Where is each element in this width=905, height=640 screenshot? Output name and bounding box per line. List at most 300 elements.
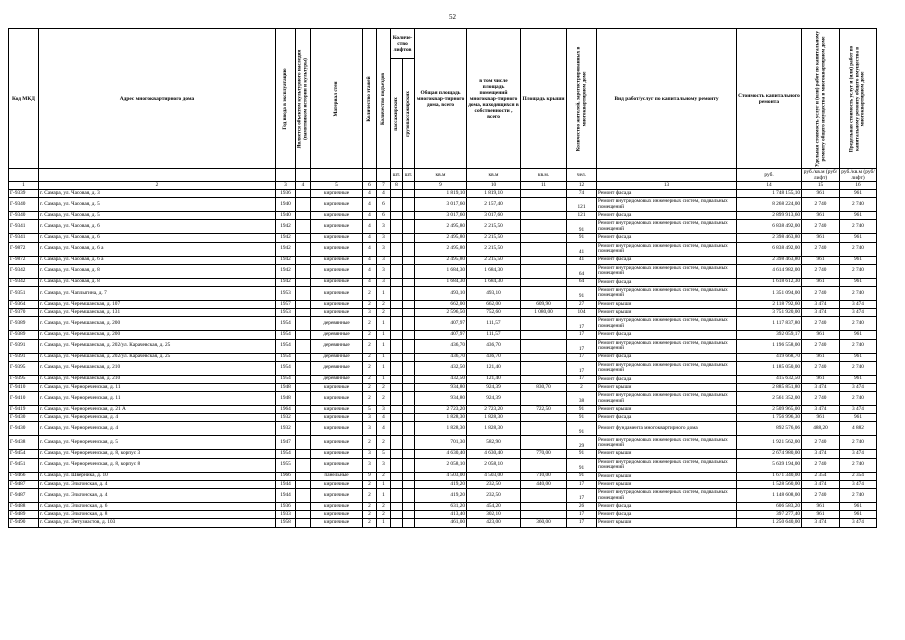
colnum: 12 [567, 182, 597, 190]
row-elev-p [391, 242, 403, 256]
row-residents: 91 [567, 406, 597, 414]
row-work: Ремонт внутридомовых инженерных систем, подвальных помещений [597, 339, 737, 353]
row-year: 1954 [276, 353, 296, 361]
row-total-area: 407,97 [415, 317, 467, 331]
row-roof-area [521, 256, 567, 264]
row-address: г. Самара, ул. Чернореченская, д. 4 [39, 422, 276, 436]
row-work: Ремонт крыши [597, 383, 737, 391]
row-total-area: 3 017,60 [415, 198, 467, 212]
row-work: Ремонт фасада [597, 234, 737, 242]
row-floors: 2 [363, 317, 377, 331]
row-code: Г-9342 [9, 264, 39, 278]
row-elev-f [403, 383, 415, 391]
unit-residents: чел. [567, 169, 597, 182]
row-total-area: 701,30 [415, 436, 467, 450]
row-cost: 1 148 608,00 [737, 489, 802, 503]
row-elev-f [403, 339, 415, 353]
row-floors: 3 [363, 422, 377, 436]
row-code: Г-9340 [9, 198, 39, 212]
row-elev-p [391, 489, 403, 503]
row-max: 2 740 [840, 489, 877, 503]
row-code: Г-9454 [9, 450, 39, 458]
table-row [9, 339, 877, 353]
row-total-area: 407,97 [415, 331, 467, 339]
row-elev-p [391, 256, 403, 264]
row-total-area: 432,50 [415, 361, 467, 375]
unit-incl-area: кв.м [467, 169, 521, 182]
header-max-cost: Предельная стоимость услуг и (или) работ по капитальному ремонту общего имущества в многоквартирном доме [840, 29, 877, 169]
row-walls: кирпичные [311, 300, 363, 308]
row-max: 961 [840, 503, 877, 511]
table-row [9, 286, 877, 300]
row-heritage [296, 190, 311, 198]
row-elev-f [403, 353, 415, 361]
row-cost: 1 351 094,00 [737, 286, 802, 300]
row-incl-area: 423,00 [467, 519, 521, 527]
row-floors: 5 [363, 406, 377, 414]
row-address: г. Самара, ул. Часовая, д. 6 а [39, 242, 276, 256]
row-roof-area: 609,90 [521, 300, 567, 308]
table-row [9, 450, 877, 458]
row-total-area: 934,80 [415, 383, 467, 391]
row-heritage [296, 331, 311, 339]
unit-elev-f: шт. [403, 169, 415, 182]
row-entrances: 2 [377, 383, 391, 391]
row-total-area: 436,70 [415, 339, 467, 353]
row-walls: кирпичные [311, 198, 363, 212]
row-year: 1955 [276, 458, 296, 472]
row-year: 1932 [276, 422, 296, 436]
row-cost: 1 185 050,00 [737, 361, 802, 375]
row-work: Ремонт внутридомовых инженерных систем, подвальных помещений [597, 286, 737, 300]
row-specific: 2 740 [802, 242, 840, 256]
row-specific: 3 474 [802, 519, 840, 527]
row-residents: 17 [567, 353, 597, 361]
row-residents: 38 [567, 392, 597, 406]
table-row [9, 331, 877, 339]
row-entrances: 4 [377, 414, 391, 422]
header-heritage: Является объектом культурного наследия (памятником истории и культуры) [296, 29, 311, 169]
row-residents: 91 [567, 414, 597, 422]
row-max: 3 474 [840, 300, 877, 308]
row-elev-p [391, 472, 403, 480]
row-year: 1953 [276, 286, 296, 300]
colnum: 1 [9, 182, 39, 190]
row-total-area: 1 684,30 [415, 264, 467, 278]
row-floors: 4 [363, 264, 377, 278]
row-work: Ремонт фасада [597, 190, 737, 198]
row-address: г. Самара, ул. Черемшанская, д. 210 [39, 361, 276, 375]
row-elev-f [403, 220, 415, 234]
row-specific: 961 [802, 212, 840, 220]
row-incl-area: 2 215,50 [467, 256, 521, 264]
row-work: Ремонт крыши [597, 300, 737, 308]
row-specific: 2 740 [802, 489, 840, 503]
row-max: 2 740 [840, 458, 877, 472]
table-row [9, 190, 877, 198]
row-residents: 29 [567, 436, 597, 450]
row-max: 961 [840, 256, 877, 264]
row-walls: деревянные [311, 353, 363, 361]
row-entrances: 2 [377, 472, 391, 480]
row-heritage [296, 286, 311, 300]
row-elev-f [403, 331, 415, 339]
row-address: г. Самара, ул. Эльтонская, д. 4 [39, 480, 276, 488]
row-roof-area [521, 317, 567, 331]
row-entrances: 3 [377, 220, 391, 234]
row-code: Г-9389 [9, 317, 39, 331]
row-work: Ремонт крыши [597, 472, 737, 480]
row-max: 3 474 [840, 450, 877, 458]
header-residents: Количество жителей, зарегистрированных в многоквартирном доме [567, 29, 597, 169]
row-entrances: 2 [377, 503, 391, 511]
row-work: Ремонт фасада [597, 256, 737, 264]
row-code: Г-9339 [9, 190, 39, 198]
row-walls: кирпичные [311, 264, 363, 278]
row-code: Г-9451 [9, 458, 39, 472]
colnum: 10 [467, 182, 521, 190]
row-floors: 4 [363, 242, 377, 256]
row-work: Ремонт внутридомовых инженерных систем, подвальных помещений [597, 436, 737, 450]
row-address: г. Самара, ул. Черемшанская, д. 202/ул. Карачевская, д. 25 [39, 339, 276, 353]
row-total-area: 2 495,80 [415, 256, 467, 264]
row-year: 1936 [276, 190, 296, 198]
row-work: Ремонт внутридомовых инженерных систем, подвальных помещений [597, 198, 737, 212]
row-work: Ремонт крыши [597, 309, 737, 317]
row-floors: 4 [363, 212, 377, 220]
row-entrances: 4 [377, 422, 391, 436]
row-entrances: 1 [377, 361, 391, 375]
unit-specific: руб./кв.м (руб/лифт) [802, 169, 840, 182]
row-address: г. Самара, ул. Черемшанская, д. 202/ул. Карачевская, д. 25 [39, 353, 276, 361]
row-residents: 74 [567, 190, 597, 198]
row-cost: 2 674 980,00 [737, 450, 802, 458]
row-year: 1954 [276, 317, 296, 331]
row-walls: кирпичные [311, 286, 363, 300]
row-residents: 64 [567, 264, 597, 278]
table-row [9, 234, 877, 242]
row-elev-f [403, 300, 415, 308]
table-row [9, 242, 877, 256]
row-heritage [296, 414, 311, 422]
row-elev-p [391, 278, 403, 286]
row-specific: 3 474 [802, 383, 840, 391]
row-heritage [296, 212, 311, 220]
row-total-area: 3 017,60 [415, 212, 467, 220]
row-work: Ремонт фасада [597, 212, 737, 220]
row-residents: 64 [567, 278, 597, 286]
row-address: г. Самара, ул. Часовая, д. 5 [39, 212, 276, 220]
row-walls: кирпичные [311, 422, 363, 436]
row-incl-area: 2 215,50 [467, 242, 521, 256]
row-floors: 2 [363, 489, 377, 503]
row-elev-f [403, 472, 415, 480]
row-cost: 5 639 194,00 [737, 458, 802, 472]
unit-total-area: кв.м [415, 169, 467, 182]
row-cost: 1 250 640,00 [737, 519, 802, 527]
row-address: г. Самара, ул. Черемшанская, д. 107 [39, 300, 276, 308]
row-total-area: 461,00 [415, 519, 467, 527]
row-year: 1964 [276, 406, 296, 414]
row-residents: 17 [567, 375, 597, 383]
row-cost: 6 838 492,00 [737, 242, 802, 256]
row-address: г. Самара, ул. Энтузиастов, д. 103 [39, 519, 276, 527]
row-roof-area [521, 190, 567, 198]
row-specific: 961 [802, 414, 840, 422]
row-incl-area: 924,39 [467, 392, 521, 406]
row-year: 1940 [276, 198, 296, 212]
row-residents: 27 [567, 300, 597, 308]
row-residents: 41 [567, 256, 597, 264]
row-year: 1942 [276, 242, 296, 256]
row-floors: 2 [363, 511, 377, 519]
table-row [9, 472, 877, 480]
row-floors: 2 [363, 503, 377, 511]
row-residents: 17 [567, 361, 597, 375]
row-year: 1944 [276, 489, 296, 503]
row-floors: 2 [363, 361, 377, 375]
row-entrances: 5 [377, 450, 391, 458]
row-elev-f [403, 511, 415, 519]
row-incl-area: 1 828,30 [467, 414, 521, 422]
row-floors: 2 [363, 436, 377, 450]
row-address: г. Самара, ул. Часовая, д. 8 [39, 278, 276, 286]
row-code: Г-9872 [9, 242, 39, 256]
table-row [9, 414, 877, 422]
row-specific: 3 474 [802, 480, 840, 488]
row-code: Г-9395 [9, 361, 39, 375]
row-code: Г-9487 [9, 489, 39, 503]
row-roof-area [521, 278, 567, 286]
row-year: 1942 [276, 220, 296, 234]
row-address: г. Самара, ул. Эльтонская, д. 8 [39, 511, 276, 519]
row-max: 961 [840, 190, 877, 198]
row-max: 961 [840, 278, 877, 286]
row-max: 2 740 [840, 436, 877, 450]
row-year: 1958 [276, 519, 296, 527]
row-elev-p [391, 422, 403, 436]
row-year: 1942 [276, 264, 296, 278]
row-cost: 2 885 851,80 [737, 383, 802, 391]
row-roof-area [521, 436, 567, 450]
row-elev-p [391, 361, 403, 375]
row-heritage [296, 242, 311, 256]
row-entrances: 3 [377, 256, 391, 264]
row-cost: 2 398 463,80 [737, 256, 802, 264]
row-residents: 91 [567, 458, 597, 472]
row-floors: 4 [363, 256, 377, 264]
row-entrances: 1 [377, 519, 391, 527]
row-entrances: 1 [377, 353, 391, 361]
row-address: г. Самара, ул. Часовая, д. 3 [39, 190, 276, 198]
colnum: 7 [377, 182, 391, 190]
row-elev-p [391, 414, 403, 422]
row-incl-area: 1 684,30 [467, 264, 521, 278]
row-work: Ремонт внутридомовых инженерных систем, подвальных помещений [597, 264, 737, 278]
row-code: Г-9466 [9, 472, 39, 480]
row-cost: 1 671 340,00 [737, 472, 802, 480]
row-walls: кирпичные [311, 190, 363, 198]
row-elev-p [391, 264, 403, 278]
row-floors: 3 [363, 450, 377, 458]
row-incl-area: 436,70 [467, 339, 521, 353]
row-roof-area [521, 458, 567, 472]
row-heritage [296, 361, 311, 375]
table-row [9, 264, 877, 278]
row-heritage [296, 198, 311, 212]
row-elev-p [391, 458, 403, 472]
table-row [9, 300, 877, 308]
row-elev-f [403, 190, 415, 198]
row-heritage [296, 480, 311, 488]
row-heritage [296, 339, 311, 353]
row-heritage [296, 392, 311, 406]
row-entrances: 1 [377, 331, 391, 339]
row-address: г. Самара, ул. Чернореченская, д. 11 [39, 383, 276, 391]
row-elev-f [403, 264, 415, 278]
row-incl-area: 4 503,00 [467, 472, 521, 480]
row-floors: 2 [363, 519, 377, 527]
row-work: Ремонт внутридомовых инженерных систем, подвальных помещений [597, 489, 737, 503]
row-walls: кирпичные [311, 458, 363, 472]
row-specific: 961 [802, 353, 840, 361]
row-specific: 961 [802, 256, 840, 264]
row-work: Ремонт крыши [597, 406, 737, 414]
table-row [9, 519, 877, 527]
row-year: 1944 [276, 480, 296, 488]
colnum: 15 [802, 182, 840, 190]
row-address: г. Самара, ул. Часовая, д. 5 [39, 198, 276, 212]
row-elev-f [403, 361, 415, 375]
table-row [9, 256, 877, 264]
row-cost: 3 751 920,00 [737, 309, 802, 317]
row-elev-f [403, 422, 415, 436]
row-specific: 2 740 [802, 220, 840, 234]
row-code: Г-9391 [9, 339, 39, 353]
row-residents: 17 [567, 317, 597, 331]
row-code: Г-9391 [9, 353, 39, 361]
row-roof-area: 770,00 [521, 450, 567, 458]
row-heritage [296, 511, 311, 519]
row-incl-area: 111,57 [467, 317, 521, 331]
row-code: Г-9488 [9, 503, 39, 511]
table-row [9, 383, 877, 391]
row-cost: 2 899 913,60 [737, 212, 802, 220]
row-max: 2 740 [840, 242, 877, 256]
row-residents: 41 [567, 242, 597, 256]
row-address: г. Самара, ул. Чернореченская, д. 8, корпус 8 [39, 458, 276, 472]
row-heritage [296, 472, 311, 480]
row-max: 2 740 [840, 286, 877, 300]
row-incl-area: 3 017,60 [467, 212, 521, 220]
row-cost: 2 561 352,00 [737, 392, 802, 406]
row-elev-p [391, 317, 403, 331]
row-entrances: 2 [377, 300, 391, 308]
row-incl-area: 1 828,30 [467, 422, 521, 436]
row-floors: 2 [363, 331, 377, 339]
row-incl-area: 2 215,50 [467, 234, 521, 242]
row-address: г. Самара, ул. Чернореченская, д. 8, корпус 3 [39, 450, 276, 458]
row-address: г. Самара, ул. Эльтонская, д. 6 [39, 503, 276, 511]
table-row [9, 489, 877, 503]
row-residents: 17 [567, 489, 597, 503]
row-roof-area [521, 511, 567, 519]
row-specific: 2 740 [802, 198, 840, 212]
row-work: Ремонт фундамента многоквартирного дома [597, 422, 737, 436]
row-incl-area: 752,60 [467, 309, 521, 317]
row-elev-p [391, 375, 403, 383]
row-roof-area [521, 220, 567, 234]
table-row [9, 458, 877, 472]
row-code: Г-9410 [9, 383, 39, 391]
row-address: г. Самара, ул. Чаплыгина, д. 7 [39, 286, 276, 300]
row-max: 2 740 [840, 198, 877, 212]
row-work: Ремонт фасада [597, 353, 737, 361]
row-walls: деревянные [311, 339, 363, 353]
row-incl-area: 493,10 [467, 286, 521, 300]
row-work: Ремонт внутридомовых инженерных систем, подвальных помещений [597, 220, 737, 234]
row-entrances: 3 [377, 406, 391, 414]
table-row [9, 503, 877, 511]
row-year: 1933 [276, 511, 296, 519]
row-total-area: 631,20 [415, 503, 467, 511]
table-row [9, 480, 877, 488]
row-walls: панельные [311, 472, 363, 480]
row-code: Г-9487 [9, 480, 39, 488]
row-code: Г-9370 [9, 309, 39, 317]
header-floors: Количество этажей [363, 29, 377, 169]
row-incl-area: 662,00 [467, 300, 521, 308]
row-year: 1932 [276, 414, 296, 422]
row-year: 1954 [276, 361, 296, 375]
row-residents: 121 [567, 212, 597, 220]
row-address: г. Самара, ул. Эльтонская, д. 4 [39, 489, 276, 503]
row-floors: 4 [363, 278, 377, 286]
row-heritage [296, 489, 311, 503]
row-elev-p [391, 353, 403, 361]
row-year: 1942 [276, 256, 296, 264]
row-incl-area: 232,50 [467, 489, 521, 503]
row-cost: 8 268 224,00 [737, 198, 802, 212]
row-entrances: 4 [377, 190, 391, 198]
row-heritage [296, 278, 311, 286]
row-floors: 2 [363, 480, 377, 488]
row-walls: кирпичные [311, 450, 363, 458]
colnum [403, 182, 415, 190]
row-address: г. Самара, ул. Черемшанская, д. 131 [39, 309, 276, 317]
row-cost: 1 748 155,10 [737, 190, 802, 198]
row-heritage [296, 519, 311, 527]
row-work: Ремонт внутридомовых инженерных систем, подвальных помещений [597, 458, 737, 472]
row-walls: деревянные [311, 375, 363, 383]
row-max: 3 474 [840, 406, 877, 414]
row-total-area: 1 828,30 [415, 422, 467, 436]
row-roof-area [521, 489, 567, 503]
row-elev-p [391, 450, 403, 458]
row-elev-f [403, 198, 415, 212]
unit-cost: руб. [737, 169, 802, 182]
row-specific: 3 474 [802, 406, 840, 414]
row-walls: кирпичные [311, 256, 363, 264]
colnum: 8 [391, 182, 403, 190]
row-heritage [296, 422, 311, 436]
row-elev-f [403, 375, 415, 383]
row-cost: 1 618 612,30 [737, 278, 802, 286]
row-entrances: 2 [377, 309, 391, 317]
row-cost: 2 118 792,60 [737, 300, 802, 308]
row-work: Ремонт фасада [597, 414, 737, 422]
row-work: Ремонт фасада [597, 278, 737, 286]
